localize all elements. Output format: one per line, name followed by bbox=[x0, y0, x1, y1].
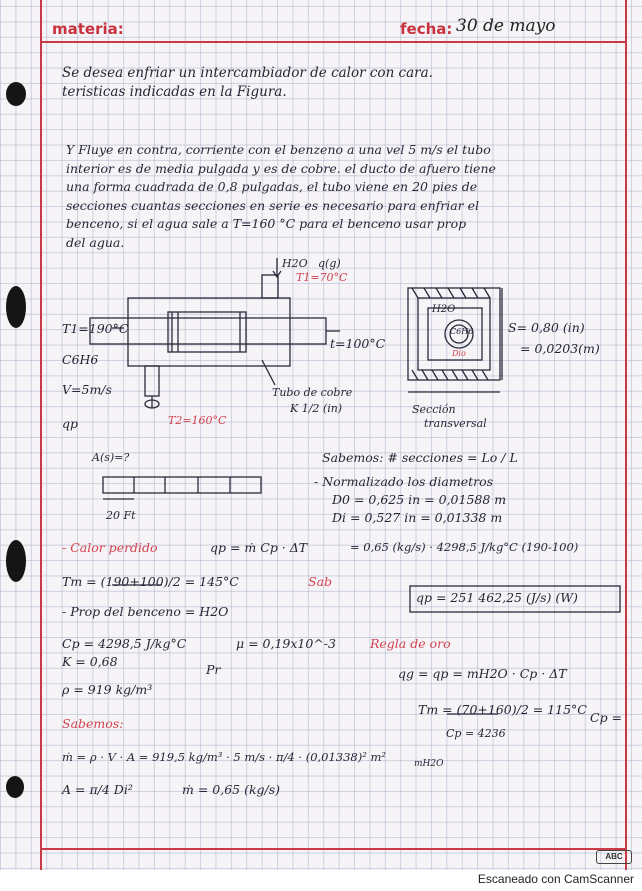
h2o-inlet-label: H2O bbox=[282, 257, 308, 270]
fecha-label: fecha: bbox=[400, 20, 453, 38]
tm2-line: Tm = (70+160)/2 = 115°C bbox=[418, 702, 587, 717]
c6h6-label: C6H6 bbox=[62, 352, 99, 367]
mh2o-label: mH2O bbox=[414, 759, 444, 769]
twenty-ft-label: 20 Ft bbox=[106, 509, 136, 522]
regla-label: Regla de oro bbox=[370, 636, 451, 651]
fecha-value: 30 de mayo bbox=[456, 16, 556, 36]
cp-line: Cp = 4298,5 J/kg°C bbox=[62, 636, 187, 651]
prop-benceno: - Prop del benceno = H2O bbox=[62, 604, 229, 619]
square-c6h6-label: C6H6 bbox=[450, 327, 474, 336]
area-label: A(s)=? bbox=[92, 451, 130, 464]
section-label: Sección bbox=[412, 403, 456, 416]
qp-label: qp bbox=[62, 416, 79, 431]
tube-size-label: K 1/2 (in) bbox=[290, 402, 343, 415]
qp-result: qp = 251 462,25 (J/s) (W) bbox=[416, 590, 578, 605]
cp2-right: Cp = bbox=[590, 710, 623, 725]
rho-line: ρ = 919 kg/m³ bbox=[62, 682, 153, 697]
area-equation: A = π/4 Di² bbox=[62, 782, 133, 797]
sabemos-label: Sabemos: bbox=[62, 716, 124, 731]
t1-benzene-label: T1=190°C bbox=[62, 321, 129, 336]
mdot-result: ṁ = 0,65 (kg/s) bbox=[182, 782, 281, 797]
q-g-label: q(g) bbox=[318, 257, 341, 270]
materia-label: materia: bbox=[52, 20, 124, 38]
t-outlet-label: t=100°C bbox=[330, 336, 386, 351]
s-value-label: S= 0,80 (in) bbox=[508, 320, 585, 335]
di-line: Di = 0,527 in = 0,01338 m bbox=[332, 510, 503, 525]
sab-note: Sab bbox=[308, 574, 333, 589]
problem-line: interior es de media pulgada y es de cobre. el ducto de afuero tiene bbox=[66, 161, 496, 176]
t1-inlet-label: T1=70°C bbox=[296, 271, 348, 284]
qg-equation: qg = qp = mH2O · Cp · ΔT bbox=[398, 666, 567, 681]
calor-perdido-label: - Calor perdido bbox=[62, 540, 158, 555]
qp-formula: qp = ṁ Cp · ΔT bbox=[210, 540, 308, 555]
d0-line: D0 = 0,625 in = 0,01588 m bbox=[332, 492, 507, 507]
notebook-logo: ABC bbox=[596, 850, 632, 864]
tube-label: Tubo de cobre bbox=[272, 386, 353, 399]
section-label-2: transversal bbox=[424, 417, 487, 430]
normalizado-label: - Normalizado los diametros bbox=[314, 474, 494, 489]
tm-line: Tm = (190+100)/2 = 145°C bbox=[62, 574, 239, 589]
k-line: K = 0,68 bbox=[62, 654, 118, 669]
problem-line: teristicas indicadas en la Figura. bbox=[62, 84, 287, 100]
sabemos-sections: Sabemos: # secciones = Lo / L bbox=[322, 450, 518, 465]
square-h2o-label: H2O bbox=[432, 304, 456, 315]
mu-line: μ = 0,19x10^-3 bbox=[236, 636, 336, 651]
scanner-footer: Escaneado con CamScanner bbox=[477, 872, 634, 886]
mdot-equation: ṁ = ρ · V · A = 919,5 kg/m³ · 5 m/s · π/4 · (0,01338)² m² bbox=[62, 750, 387, 764]
problem-line: benceno, si el agua sale a T=160 °C para el benceno usar prop bbox=[66, 216, 467, 231]
t2-label: T2=160°C bbox=[168, 414, 227, 427]
problem-line: Y Fluye en contra, corriente con el benzeno a una vel 5 m/s el tubo bbox=[66, 142, 491, 157]
problem-line: secciones cuantas secciones en serie es necesario para enfriar el bbox=[66, 198, 480, 213]
square-dio-label: Dio bbox=[452, 349, 466, 358]
problem-line: una forma cuadrada de 0,8 pulgadas, el tubo viene en 20 pies de bbox=[66, 179, 478, 194]
velocity-label: V=5m/s bbox=[62, 382, 112, 397]
problem-line: del agua. bbox=[66, 235, 125, 250]
problem-line: Se desea enfriar un intercambiador de calor con cara. bbox=[62, 65, 433, 81]
s-value-meters: = 0,0203(m) bbox=[520, 341, 600, 356]
cp2-line: Cp = 4236 bbox=[446, 727, 506, 740]
qp-value: = 0,65 (kg/s) · 4298,5 J/kg°C (190-100) bbox=[350, 540, 579, 554]
pr-line: Pr bbox=[206, 662, 221, 677]
